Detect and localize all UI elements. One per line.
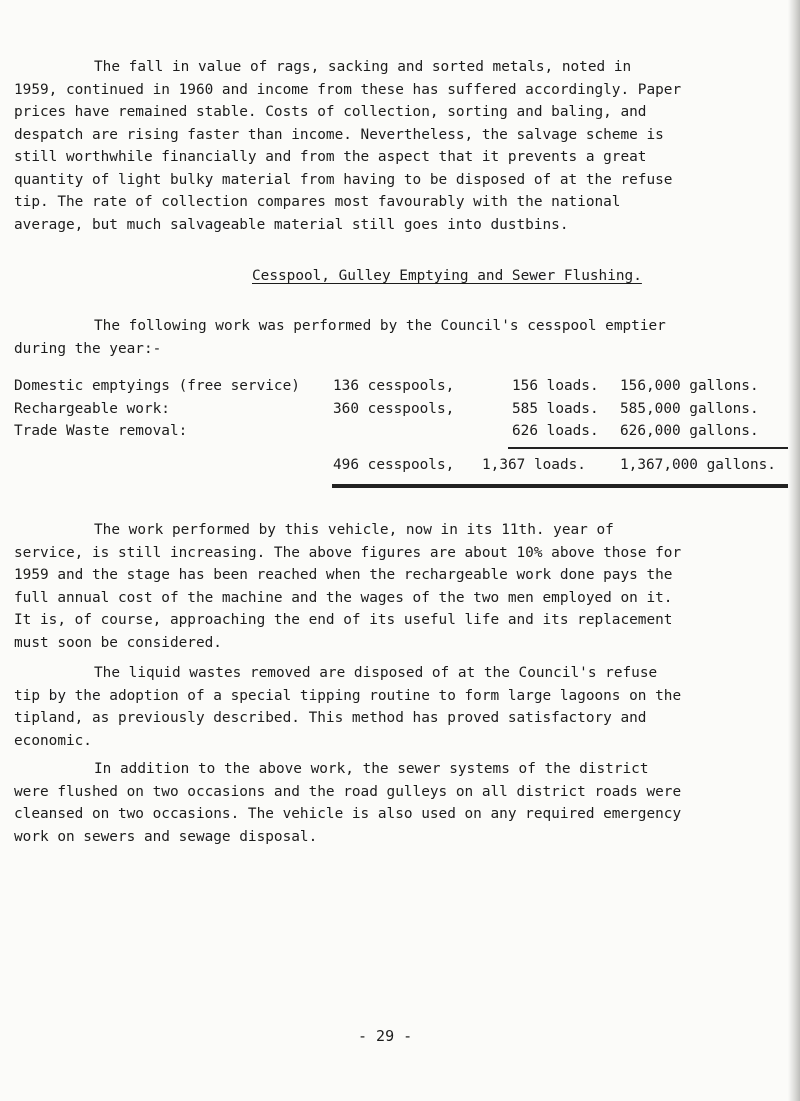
total-loads: 1,367 loads.	[482, 457, 586, 473]
row-label: Trade Waste removal:	[14, 423, 188, 439]
table-total-row	[14, 457, 790, 480]
section-heading: Cesspool, Gulley Emptying and Sewer Flushing.	[252, 268, 642, 284]
text-line: tip. The rate of collection compares most favourably with the national	[14, 194, 621, 210]
text-line: The work performed by this vehicle, now in its 11th. year of	[94, 522, 614, 538]
scan-edge-shadow	[788, 0, 800, 1101]
text-line: cleansed on two occasions. The vehicle is also used on any required emergency	[14, 806, 682, 822]
loads-value: 156 loads.	[512, 378, 599, 394]
text-line: tip by the adoption of a special tipping routine to form large lagoons on the	[14, 687, 682, 704]
text-line: during the year:-	[14, 340, 162, 357]
total-gallons: 1,367,000 gallons.	[620, 457, 776, 473]
text-line: In addition to the above work, the sewer systems of the district	[94, 761, 649, 777]
text-line: 1959 and the stage has been reached when the rechargeable work done pays the	[14, 567, 673, 583]
text-line: The liquid wastes removed are disposed of at the Council's refuse	[94, 665, 658, 681]
paragraph-salvage	[14, 56, 681, 236]
text-line: prices have remained stable. Costs of collection, sorting and baling, and	[14, 104, 647, 120]
paragraph-sewers	[14, 758, 681, 848]
table-row	[14, 401, 790, 424]
row-label: Domestic emptyings (free service)	[14, 378, 300, 394]
text-line: must soon be considered.	[14, 634, 222, 651]
text-line: service, is still increasing. The above figures are about 10% above those for	[14, 544, 682, 561]
paragraph-liquid-wastes	[14, 662, 681, 752]
total-cesspools: 496 cesspools,	[333, 457, 455, 473]
text-line: were flushed on two occasions and the road gulleys on all district roads were	[14, 783, 682, 800]
page-number: - 29 -	[358, 1027, 413, 1045]
gallons-value: 585,000 gallons.	[620, 400, 759, 417]
text-line: The fall in value of rags, sacking and sorted metals, noted in	[94, 59, 632, 75]
loads-value: 626 loads.	[512, 423, 599, 439]
text-line: average, but much salvageable material still goes into dustbins.	[14, 216, 569, 233]
cesspools-value: 360 cesspools,	[333, 400, 455, 417]
text-line: 1959, continued in 1960 and income from these has suffered accordingly. Paper	[14, 81, 682, 98]
table-rule	[508, 447, 788, 449]
loads-value: 585 loads.	[512, 400, 599, 417]
gallons-value: 626,000 gallons.	[620, 423, 759, 439]
text-line: The following work was performed by the Council's cesspool emptier	[94, 318, 666, 334]
paragraph-intro	[14, 315, 666, 360]
text-line: despatch are rising faster than income. Nevertheless, the salvage scheme is	[14, 126, 664, 143]
cesspools-value: 136 cesspools,	[333, 378, 455, 394]
text-line: It is, of course, approaching the end of its useful life and its replacement	[14, 612, 673, 628]
text-line: full annual cost of the machine and the wages of the two men employed on it.	[14, 589, 673, 606]
text-line: quantity of light bulky material from having to be disposed of at the refuse	[14, 171, 673, 188]
text-line: economic.	[14, 732, 92, 749]
table-rule	[332, 486, 788, 488]
text-line: still worthwhile financially and from the aspect that it prevents a great	[14, 149, 647, 165]
text-line: work on sewers and sewage disposal.	[14, 828, 318, 845]
text-line: tipland, as previously described. This method has proved satisfactory and	[14, 710, 647, 726]
cesspool-total	[14, 457, 790, 480]
table-row	[14, 423, 790, 446]
gallons-value: 156,000 gallons.	[620, 378, 759, 394]
paragraph-vehicle	[14, 519, 681, 654]
table-row	[14, 378, 790, 401]
cesspool-table	[14, 378, 790, 446]
row-label: Rechargeable work:	[14, 400, 170, 417]
